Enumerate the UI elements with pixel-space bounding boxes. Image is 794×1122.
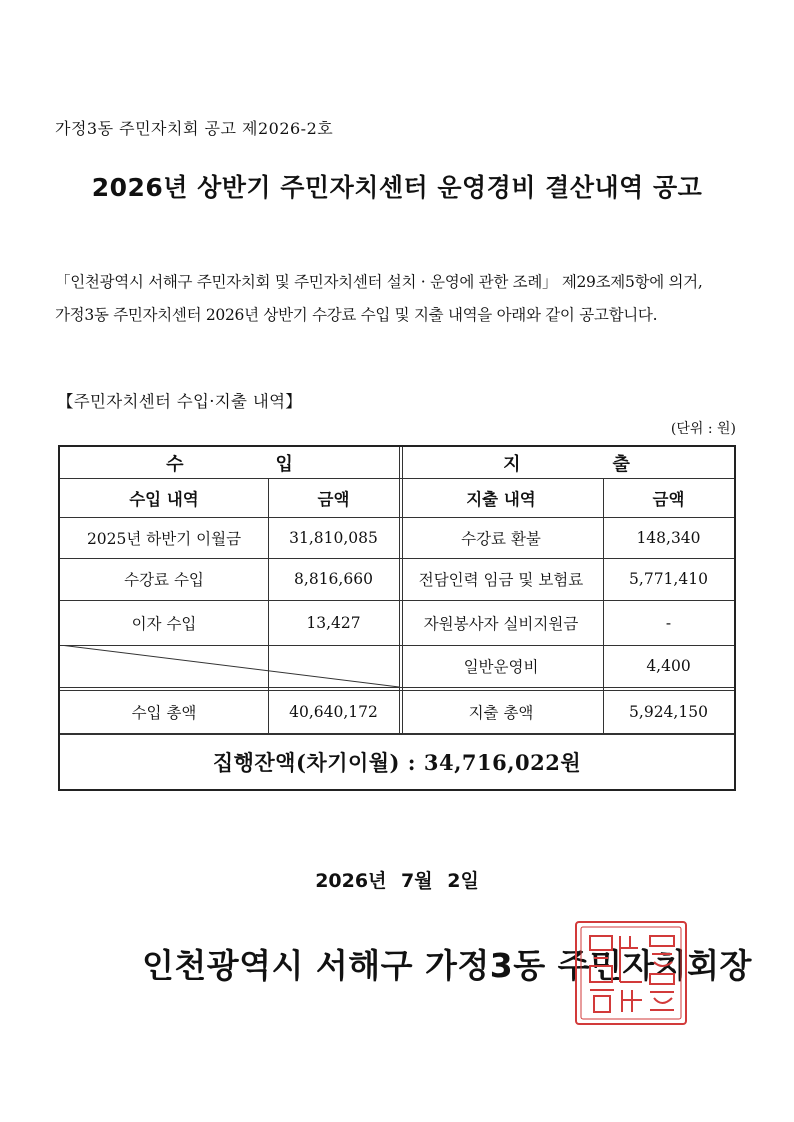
empty-cell-diagonal	[60, 645, 399, 687]
grid-line	[603, 478, 604, 733]
expense-amount-4: 4,400	[646, 657, 691, 675]
income-header-char-1: 수	[166, 453, 184, 475]
signer-name: 인천광역시 서해구 가정3동 주민자치회장	[142, 946, 752, 985]
expense-amount-3: -	[665, 613, 672, 632]
intro-line-2: 가정3동 주민자치센터 2026년 상반기 수강료 수입 및 지출 내역을 아래와 같이 공고합니다.	[55, 306, 658, 324]
income-expense-table	[58, 445, 736, 791]
column-header-expense-item: 지출 내역	[466, 489, 536, 509]
expense-header-char-1: 지	[503, 453, 521, 475]
column-header-expense-amount: 금액	[652, 489, 685, 509]
income-item-3: 이자 수입	[131, 614, 197, 633]
expense-header	[399, 447, 734, 478]
income-amount-1: 31,810,085	[289, 528, 378, 547]
income-amount-3: 13,427	[306, 613, 361, 632]
income-total-label: 수입 총액	[131, 704, 197, 722]
income-item-1: 2025년 하반기 이월금	[86, 529, 242, 548]
grid-line	[268, 478, 269, 733]
grid-line	[402, 447, 403, 733]
grid-line	[60, 690, 734, 691]
column-header-income-item: 수입 내역	[129, 489, 199, 509]
income-item-2: 수강료 수입	[124, 571, 204, 589]
column-header-income-amount: 금액	[317, 489, 350, 509]
notice-date: 2026년 7월 2일	[315, 870, 479, 892]
grid-line	[60, 645, 734, 646]
expense-total-label: 지출 총액	[468, 704, 534, 722]
grid-line	[60, 687, 734, 688]
document-title: 2026년 상반기 주민자치센터 운영경비 결산내역 공고	[91, 173, 703, 202]
section-title: 【주민자치센터 수입·지출 내역】	[57, 392, 303, 411]
grid-line	[60, 600, 734, 601]
expense-item-1: 수강료 환불	[461, 529, 541, 548]
intro-paragraph	[55, 266, 755, 332]
expense-item-2: 전담인력 임금 및 보험료	[418, 571, 584, 589]
grid-line	[60, 517, 734, 518]
expense-item-4: 일반운영비	[463, 658, 539, 676]
expense-total-value: 5,924,150	[629, 703, 708, 721]
grid-line	[60, 478, 734, 479]
expense-header-char-2: 출	[612, 453, 630, 475]
official-seal-icon	[572, 918, 690, 1028]
income-total-value: 40,640,172	[289, 703, 378, 721]
intro-line-1: 「인천광역시 서해구 주민자치회 및 주민자치센터 설치 · 운영에 관한 조례」 제29조제5항에 의거,	[55, 273, 703, 291]
income-amount-2: 8,816,660	[294, 570, 373, 588]
expense-amount-2: 5,771,410	[629, 570, 708, 588]
income-header-char-2: 입	[275, 453, 293, 475]
income-header	[60, 447, 399, 478]
expense-item-3: 자원봉사자 실비지원금	[423, 614, 579, 633]
expense-amount-1: 148,340	[636, 528, 701, 547]
grid-line	[60, 733, 734, 735]
grid-line	[60, 558, 734, 559]
balance-summary: 집행잔액(차기이월) : 34,716,022원	[212, 750, 582, 775]
unit-label: (단위 : 원)	[670, 421, 736, 437]
notice-number: 가정3동 주민자치회 공고 제2026-2호	[55, 119, 334, 138]
grid-line	[399, 447, 400, 733]
